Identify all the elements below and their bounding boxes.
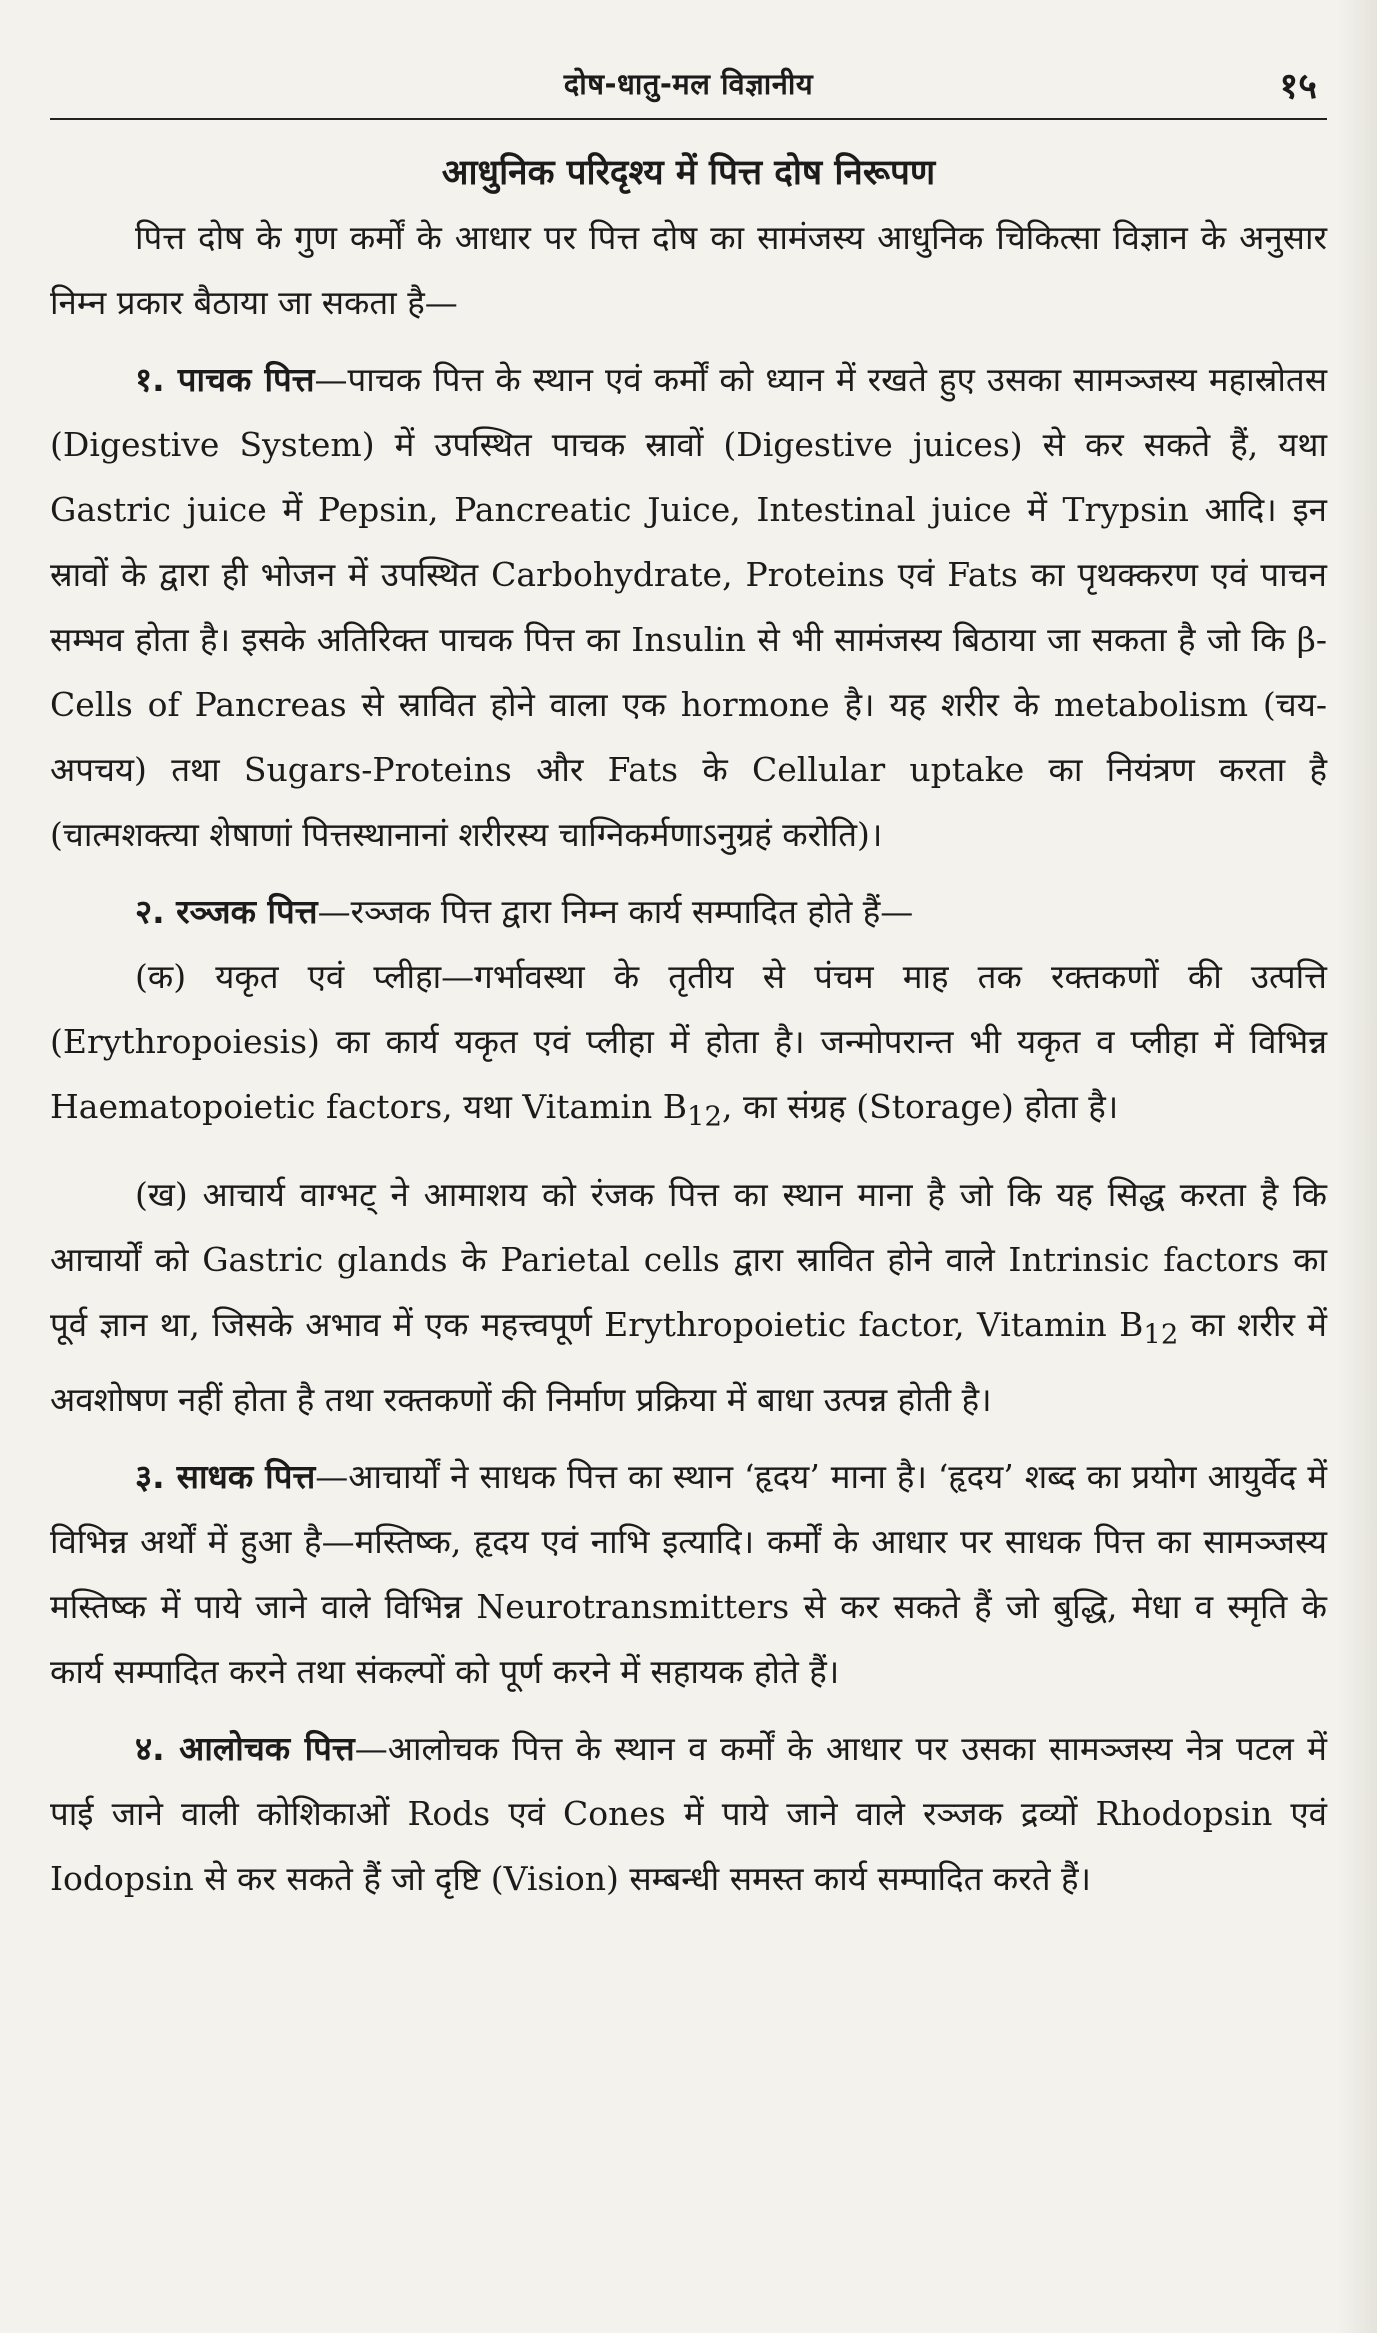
ranjaka-kha-subscript: 12 (1143, 1318, 1179, 1351)
ranjaka-pitta-paragraph (50, 879, 1327, 944)
ranjaka-ka-subscript: 12 (686, 1100, 722, 1133)
pachaka-pitta-heading: १. पाचक पित्त (135, 360, 315, 399)
ranjaka-kha-text: (ख) आचार्य वाग्भट् ने आमाशय को रंजक पित्त का स्थान माना है जो कि यह सिद्ध करता है कि आचार्यों को Gastric glands के Parietal cells द्वारा स्रावित होने वाले Intrinsic factors का पूर्व ज्ञान था, जिसके अभाव में एक महत्त्वपूर्ण Erythropoietic factor, Vitamin B (50, 1174, 1327, 1344)
page-edge-shadow (1337, 0, 1377, 2333)
ranjaka-ka-paragraph (50, 944, 1327, 1150)
pachaka-pitta-text: —पाचक पित्त के स्थान एवं कर्मों को ध्यान में रखते हुए उसका सामञ्जस्य महास्रोतस (Digestive System) में उपस्थित पाचक स्रावों (Digestive juices) से कर सकते हैं, यथा Gastric juice में Pepsin, Pancreatic Juice, Intestinal juice में Trypsin आदि। इन स्रावों के द्वारा ही भोजन में उपस्थित Carbohydrate, Proteins एवं Fats का पृथक्करण एवं पाचन सम्भव होता है। इसके अतिरिक्त पाचक पित्त का Insulin से भी सामंजस्य बिठाया जा सकता है जो कि β-Cells of Pancreas से स्रावित होने वाला एक hormone है। यह शरीर के metabolism (चय-अपचय) तथा Sugars-Proteins और Fats के Cellular uptake का नियंत्रण करता है (चात्मशक्त्या शेषाणां पित्तस्थानानां शरीरस्य चाग्निकर्मणाऽनुग्रहं करोति)। (50, 360, 1328, 854)
running-header (50, 58, 1327, 120)
ranjaka-pitta-heading: २. रञ्जक पित्त (135, 892, 318, 931)
sadhaka-pitta-heading: ३. साधक पित्त (135, 1457, 316, 1497)
chapter-title: दोष-धातु-मल विज्ञानीय (563, 67, 814, 101)
sadhaka-pitta-paragraph (50, 1444, 1327, 1704)
ranjaka-pitta-text: —रञ्जक पित्त द्वारा निम्न कार्य सम्पादित होते हैं— (317, 892, 914, 931)
ranjaka-ka-text-end: , का संग्रह (Storage) होता है। (721, 1087, 1119, 1126)
section-heading: आधुनिक परिदृश्य में पित्त दोष निरूपण (441, 153, 936, 193)
page-number: १५ (1279, 66, 1317, 107)
sadhaka-pitta-text: —आचार्यों ने साधक पित्त का स्थान ‘हृदय’ माना है। ‘हृदय’ शब्द का प्रयोग आयुर्वेद में विभिन्न अर्थों में हुआ है—मस्तिष्क, हृदय एवं नाभि इत्यादि। कर्मों के आधार पर साधक पित्त का सामञ्जस्य मस्तिष्क में पाये जाने वाले विभिन्न Neurotransmitters से कर सकते हैं जो बुद्धि, मेधा व स्मृति के कार्य सम्पादित करने तथा संकल्पों को पूर्ण करने में सहायक होते हैं। (50, 1457, 1328, 1692)
alochaka-pitta-paragraph (50, 1716, 1327, 1911)
ranjaka-kha-text-end: का शरीर में अवशोषण नहीं होता है तथा रक्तकणों की निर्माण प्रक्रिया में बाधा उत्पन्न होती है। (50, 1304, 1328, 1420)
alochaka-pitta-heading: ४. आलोचक पित्त (135, 1729, 355, 1769)
pachaka-pitta-paragraph (50, 347, 1327, 867)
intro-paragraph: पित्त दोष के गुण कर्मों के आधार पर पित्त दोष का सामंजस्य आधुनिक चिकित्सा विज्ञान के अनुसार निम्न प्रकार बैठाया जा सकता है— (50, 218, 1327, 322)
ranjaka-ka-text: (क) यकृत एवं प्लीहा—गर्भावस्था के तृतीय से पंचम माह तक रक्तकणों की उत्पत्ति (Erythropoiesis) का कार्य यकृत एवं प्लीहा में होता है। जन्मोपरान्त भी यकृत व प्लीहा में विभिन्न Haematopoietic factors, यथा Vitamin B (50, 957, 1327, 1126)
ranjaka-kha-paragraph (50, 1162, 1327, 1433)
alochaka-pitta-text: —आलोचक पित्त के स्थान व कर्मों के आधार पर उसका सामञ्जस्य नेत्र पटल में पाई जाने वाली कोशिकाओं Rods एवं Cones में पाये जाने वाले रञ्जक द्रव्यों Rhodopsin एवं Iodopsin से कर सकते हैं जो दृष्टि (Vision) सम्बन्धी समस्त कार्य सम्पादित करते हैं। (50, 1729, 1328, 1899)
